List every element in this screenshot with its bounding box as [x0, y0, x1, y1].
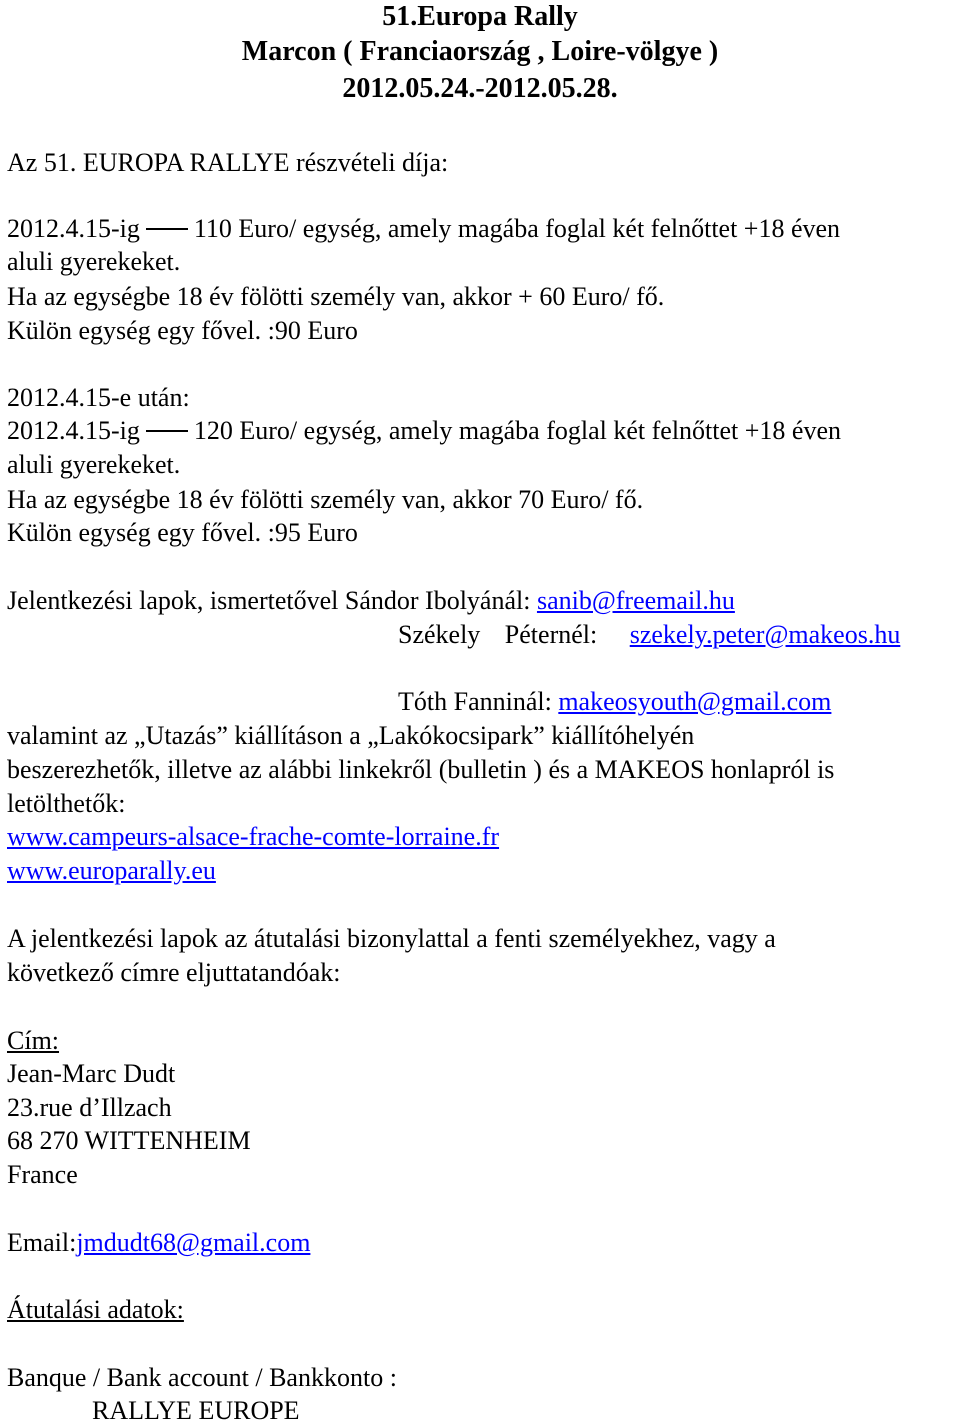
transfer-label: Átutalási adatok:: [7, 1295, 184, 1324]
early-single: Külön egység egy fővel. :90 Euro: [7, 316, 358, 345]
early-date: 2012.4.15-ig: [7, 214, 140, 243]
link-campeurs[interactable]: www.campeurs-alsace-frache-comte-lorraine.fr: [7, 822, 500, 851]
link-europarally[interactable]: www.europarally.eu: [7, 856, 216, 885]
bank-line: Banque / Bank account / Bankkonto :: [7, 1363, 397, 1392]
late-price-line: [7, 414, 841, 448]
late-date: 2012.4.15-ig: [7, 416, 140, 445]
contact-person-szekely: Székely Péternél:: [398, 620, 622, 649]
late-extra: Ha az egységbe 18 év fölötti személy van, akkor 70 Euro/ fő.: [7, 485, 644, 514]
address-label: Cím:: [7, 1026, 60, 1055]
send-line2: következő címre eljuttatandóak:: [7, 958, 341, 987]
doc-title-line1: 51.Europa Rally: [382, 1, 578, 32]
availability-line1: valamint az „Utazás” kiállításon a „Lakókocsipark” kiállítóhelyén: [7, 721, 695, 750]
link-campeurs-line: [7, 820, 499, 854]
email-link-szekely[interactable]: szekely.peter@makeos.hu: [629, 620, 901, 649]
address-country: France: [7, 1160, 78, 1189]
em-dash: [146, 430, 188, 432]
late-price-text: 120 Euro/ egység, amely magába foglal két felnőttet +18 éven: [193, 416, 842, 445]
contact-line-2: [398, 618, 900, 652]
email-line: [7, 1226, 310, 1260]
address-city: 68 270 WITTENHEIM: [7, 1126, 251, 1155]
availability-line2: beszerezhetők, illetve az alábbi linkekről (bulletin ) és a MAKEOS honlapról is: [7, 755, 835, 784]
email-link-makeosyouth[interactable]: makeosyouth@gmail.com: [558, 687, 832, 716]
email-link-jmdudt[interactable]: jmdudt68@gmail.com: [76, 1228, 311, 1257]
email-label: Email:: [7, 1228, 77, 1257]
address-name: Jean-Marc Dudt: [7, 1059, 176, 1088]
address-street: 23.rue d’Illzach: [7, 1093, 172, 1122]
doc-title-line3: 2012.05.24.-2012.05.28.: [342, 73, 618, 104]
link-europarally-line: [7, 854, 216, 888]
late-price-cont: aluli gyerekeket.: [7, 450, 181, 479]
late-single: Külön egység egy fővel. :95 Euro: [7, 518, 358, 547]
early-price-text: 110 Euro/ egység, amely magába foglal két felnőttet +18 éven: [193, 214, 841, 243]
early-price-cont: aluli gyerekeket.: [7, 247, 181, 276]
contact-line-3: [398, 685, 831, 719]
send-line1: A jelentkezési lapok az átutalási bizonylattal a fenti személyekhez, vagy a: [7, 924, 776, 953]
contact-intro: Jelentkezési lapok, ismertetővel Sándor Ibolyánál:: [7, 586, 537, 615]
account-name: RALLYE EUROPE: [92, 1396, 300, 1425]
em-dash: [146, 228, 188, 230]
contact-line-1: [7, 584, 735, 618]
availability-line3: letölthetők:: [7, 789, 126, 818]
late-heading: 2012.4.15-e után:: [7, 383, 190, 412]
email-link-sanib[interactable]: sanib@freemail.hu: [536, 586, 735, 615]
early-price-line: [7, 212, 840, 246]
early-extra: Ha az egységbe 18 év fölötti személy van, akkor + 60 Euro/ fő.: [7, 282, 665, 311]
doc-title-line2: Marcon ( Franciaország , Loire-völgye ): [241, 36, 719, 67]
contact-person-toth: Tóth Fanninál:: [398, 687, 559, 716]
fee-heading: Az 51. EUROPA RALLYE részvételi díja:: [7, 148, 449, 177]
